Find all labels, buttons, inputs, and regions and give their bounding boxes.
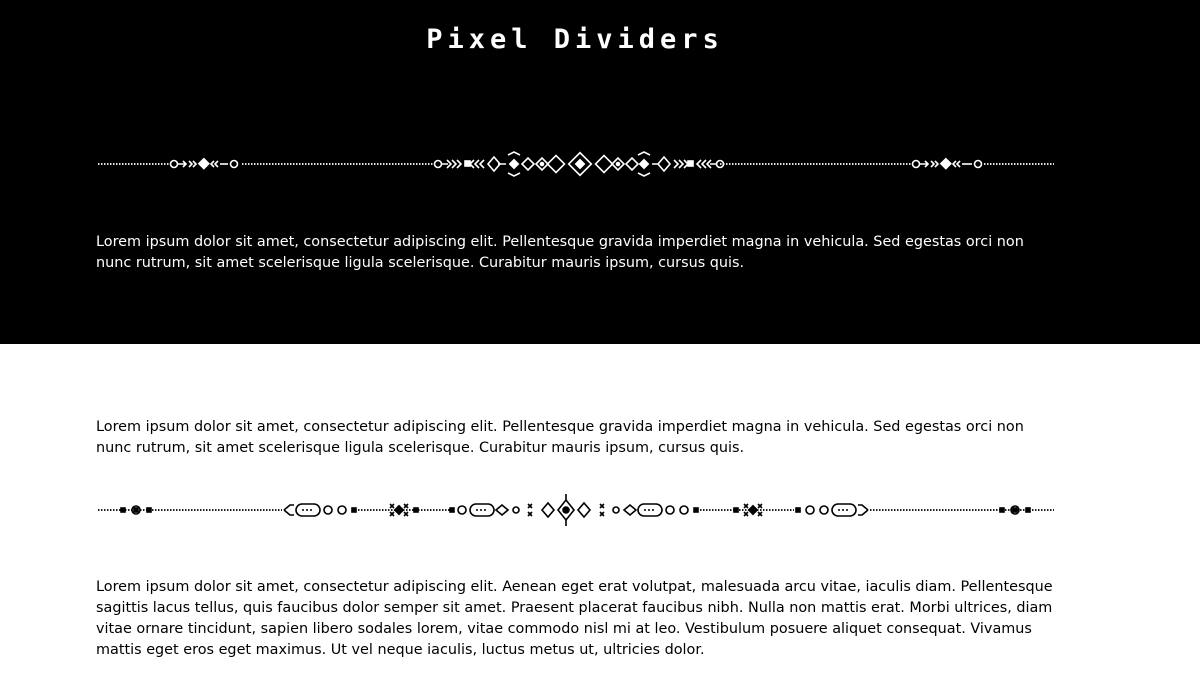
beaded-divider-icon xyxy=(96,490,1056,530)
ornamental-divider-icon xyxy=(96,144,1056,184)
body-paragraph-2: Lorem ipsum dolor sit amet, consectetur adipiscing elit. Aenean eget erat volutpat, malesuada arcu vitae, iaculis diam. Pellentesque sagittis lacus tellus, quis faucibus dolor semper sit amet. Praesent placerat faucibus nibh. Nulla non mattis erat. Morbi ultrices, diam vitae ornare tincidunt, sapien libero sodales lorem, vitae commodo nisl mi at leo. Vestibulum posuere aliquet consequat. Vivamus mattis eget eros eget maximus. Ut vel neque iaculis, luctus metus ut, ultricies dolor. xyxy=(96,579,1053,658)
body-paragraph-1: Lorem ipsum dolor sit amet, consectetur adipiscing elit. Pellentesque gravida imperdiet magna in vehicula. Sed egestas orci non nunc rutrum, sit amet scelerisque ligula scelerisque. Curabitur mauris ipsum, cursus quis. xyxy=(96,419,1024,456)
intro-paragraph: Lorem ipsum dolor sit amet, consectetur adipiscing elit. Pellentesque gravida imperdiet magna in vehicula. Sed egestas orci non nunc rutrum, sit amet scelerisque ligula scelerisque. Curabitur mauris ipsum, cursus quis. xyxy=(96,234,1024,271)
page-title: Pixel Dividers xyxy=(426,24,724,55)
